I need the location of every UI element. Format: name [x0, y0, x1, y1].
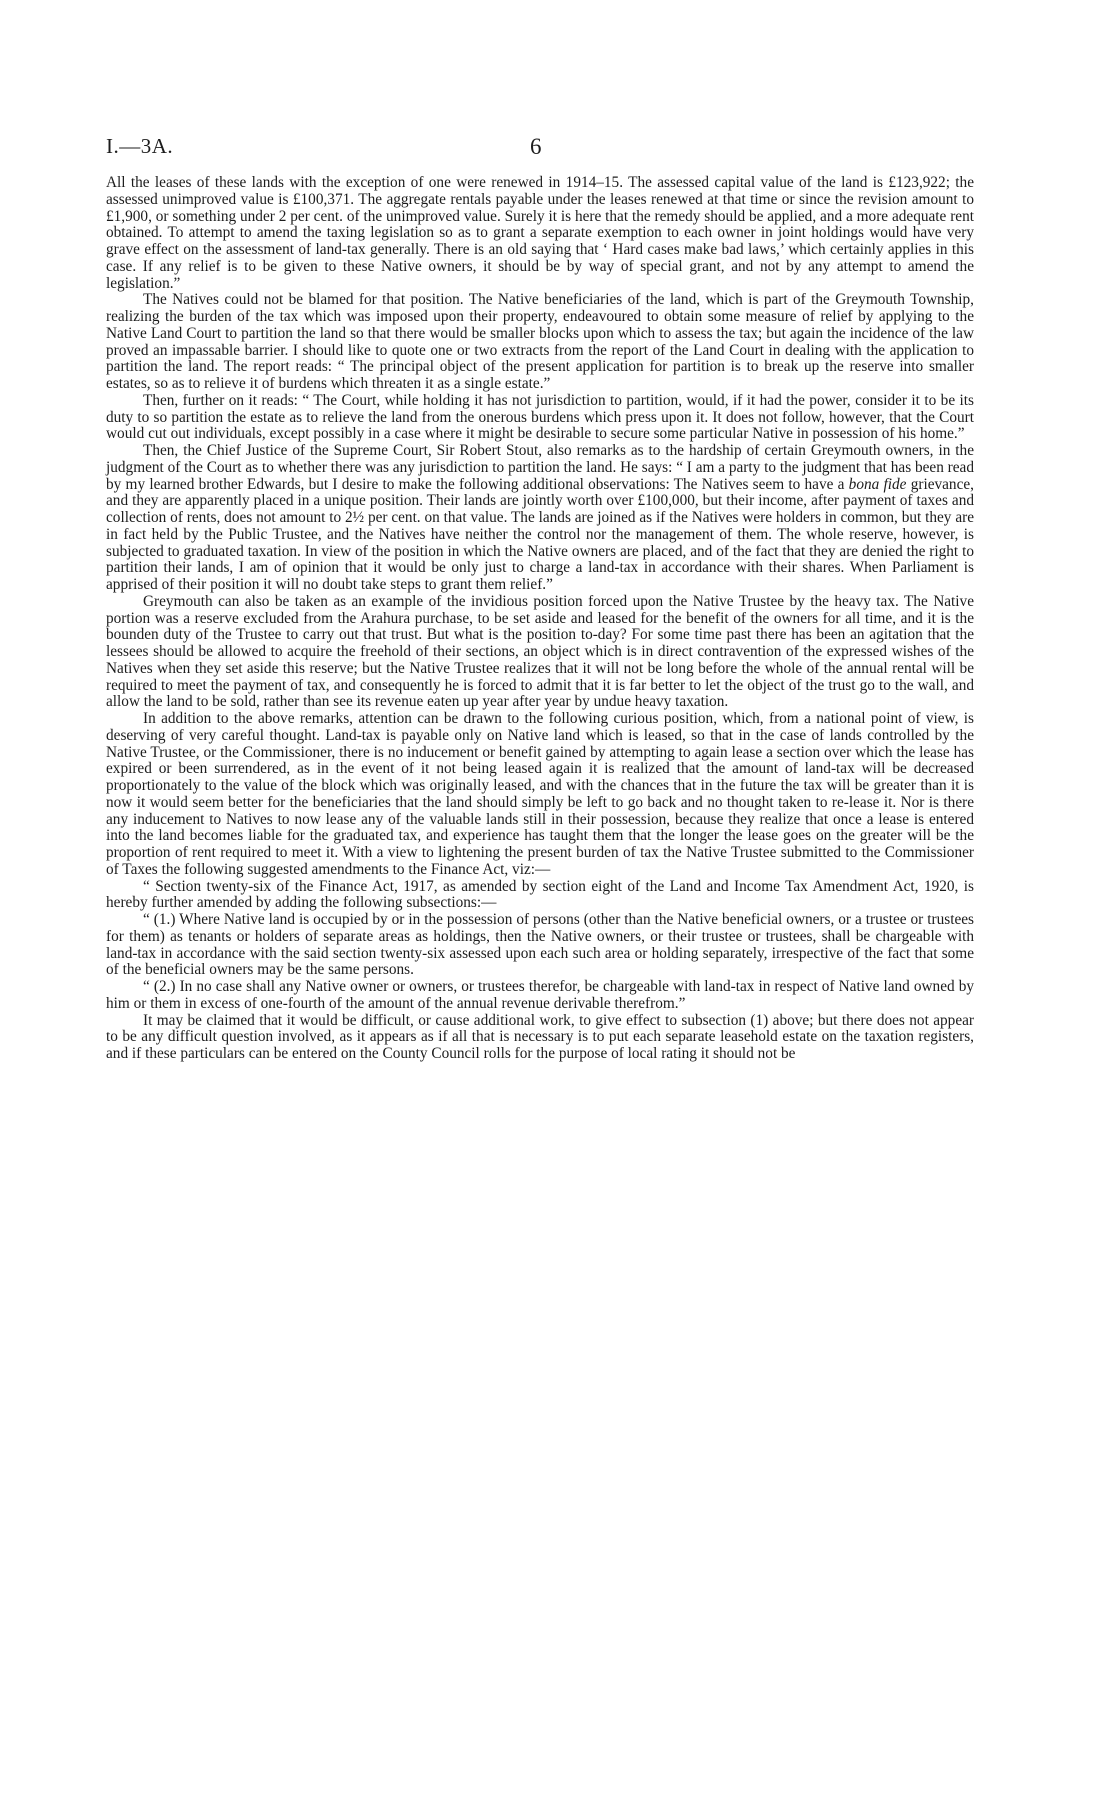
paragraph: Then, further on it reads: “ The Court, while holding it has not jurisdiction to partition, would, if it had the power, consider it to be its duty to so partition the estate as to relieve the land from the onerous burdens which press upon it. It does not follow, however, that the Court would cut out individuals, except possibly in a case where it might be desirable to secure some particular Native in possession of his home.”	[106, 391, 974, 443]
quoted-paragraph: “ (2.) In no case shall any Native owner or owners, or trustees therefor, be chargeable with land-tax in respect of Native land owned by him or them in excess of one-fourth of the amount of the annual revenue derivable therefrom.”	[106, 978, 974, 1012]
page-number: 6	[530, 134, 542, 159]
quoted-paragraph: “ (1.) Where Native land is occupied by or in the possession of persons (other than the Native beneficial owners, or a trustee or trustees for them) as tenants or holders of separate areas as holdings, then the Native owners, or their trustee or trustees, shall be chargeable with land-tax in accordance with the said section twenty-six assessed upon each such area or holding separately, irrespective of the fact that some of the beneficial owners may be the same persons.	[106, 911, 974, 979]
page-header	[106, 134, 1006, 174]
paragraph: Greymouth can also be taken as an example of the invidious position forced upon the Native Trustee by the heavy tax. The Native portion was a reserve excluded from the Arahura purchase, to be set aside and leased for the benefit of the owners for all time, and it is the bounden duty of the Trustee to carry out that trust. But what is the position to-day? For some time past there has been an agitation that the lessees should be allowed to acquire the freehold of their sections, an object which is in direct contravention of the expressed wishes of the Natives when they set aside this reserve; but the Native Trustee realizes that it will not be long before the whole of the annual rental will be required to meet the payment of tax, and consequently he is forced to admit that it is far better to let the object of the trust go to the wall, and allow the land to be sold, rather than see its revenue eaten up year after year by undue heavy taxation.	[106, 592, 974, 711]
quoted-paragraph: “ Section twenty-six of the Finance Act, 1917, as amended by section eight of the Land and Income Tax Amendment Act, 1920, is hereby further amended by adding the following subsections:—	[106, 877, 974, 912]
paragraph: In addition to the above remarks, attention can be drawn to the following curious position, which, from a national point of view, is deserving of very careful thought. Land-tax is payable only on Native land which is leased, so that in the case of lands controlled by the Native Trustee, or the Commissioner, there is no inducement or benefit gained by attempting to again lease a section over which the lease has expired or been surrendered, as in the event of it not being leased again it is realized that the amount of land-tax will be decreased proportionately to the value of the block which was originally leased, and with the chances that in the future the tax will be greater than it is now it would seem better for the beneficiaries that the land should simply be left to go back and no thought taken to re-lease it. Nor is there any inducement to Natives to now lease any of the valuable lands still in their possession, because they realize that once a lease is entered into the land becomes liable for the graduated tax, and experience has taught them that the longer the lease goes on the greater will be the proportion of rent required to meet it. With a view to lightening the present burden of tax the Native Trustee submitted to the Commissioner of Taxes the following suggested amendments to the Finance Act, viz:—	[106, 710, 974, 878]
paragraph: The Natives could not be blamed for that position. The Native beneficiaries of the land, which is part of the Greymouth Township, realizing the burden of the tax which was imposed upon their property, endeavoured to obtain some measure of relief by applying to the Native Land Court to partition the land so that there would be smaller blocks upon which to assess the tax; but again the incidence of the law proved an impassable barrier. I should like to quote one or two extracts from the report of the Land Court in dealing with the application to partition the land. The report reads: “ The principal object of the present application for partition is to break up the reserve into smaller estates, so as to relieve it of burdens which threaten it as a single estate.”	[106, 291, 974, 392]
paragraph: Then, the Chief Justice of the Supreme Court, Sir Robert Stout, also remarks as to the hardship of certain Greymouth owners, in the judgment of the Court as to whether there was any jurisdiction to partition the land. He says: “ I am a party to the judgment that has been read by my learned brother Edwards, but I desire to make the following additional observations: The Natives seem to have a bona fide grievance, and they are apparently placed in a unique position. Their lands are jointly worth over £100,000, but their income, after payment of taxes and collection of rents, does not amount to 2½ per cent. on that value. The lands are joined as if the Natives were holders in common, but they are in fact held by the Public Trustee, and the Natives have neither the control nor the management of them. The whole reserve, however, is subjected to graduated taxation. In view of the position in which the Native owners are placed, and of the fact that they are denied the right to partition their lands, I am of opinion that it would be only just to charge a land-tax in accordance with their shares. When Parliament is apprised of their position it will no doubt take steps to grant them relief.”	[106, 442, 974, 593]
italic-phrase: bona fide	[848, 475, 907, 493]
paragraph: It may be claimed that it would be difficult, or cause additional work, to give effect to subsection (1) above; but there does not appear to be any difficult question involved, as it appears as if all that is necessary is to put each separate leasehold estate on the taxation registers, and if these particulars can be entered on the County Council rolls for the purpose of local rating it should not be	[106, 1011, 974, 1062]
paragraph: All the leases of these lands with the exception of one were renewed in 1914–15. The assessed capital value of the land is £123,922; the assessed unimproved value is £100,371. The aggregate rentals payable under the leases renewed at that time or since the revision amount to £1,900, or something under 2 per cent. of the unimproved value. Surely it is here that the remedy should be applied, and a more adequate rent obtained. To attempt to amend the taxing legislation so as to grant a separate exemption to each owner in joint holdings would have very grave effect on the assessment of land-tax generally. There is an old saying that ‘ Hard cases make bad laws,’ which certainly applies in this case. If any relief is to be given to these Native owners, it should be by way of special grant, and not by any attempt to amend the legislation.”	[106, 174, 974, 292]
body-text	[106, 175, 974, 1063]
parliamentary-paper-reference: I.—3A.	[106, 134, 174, 158]
